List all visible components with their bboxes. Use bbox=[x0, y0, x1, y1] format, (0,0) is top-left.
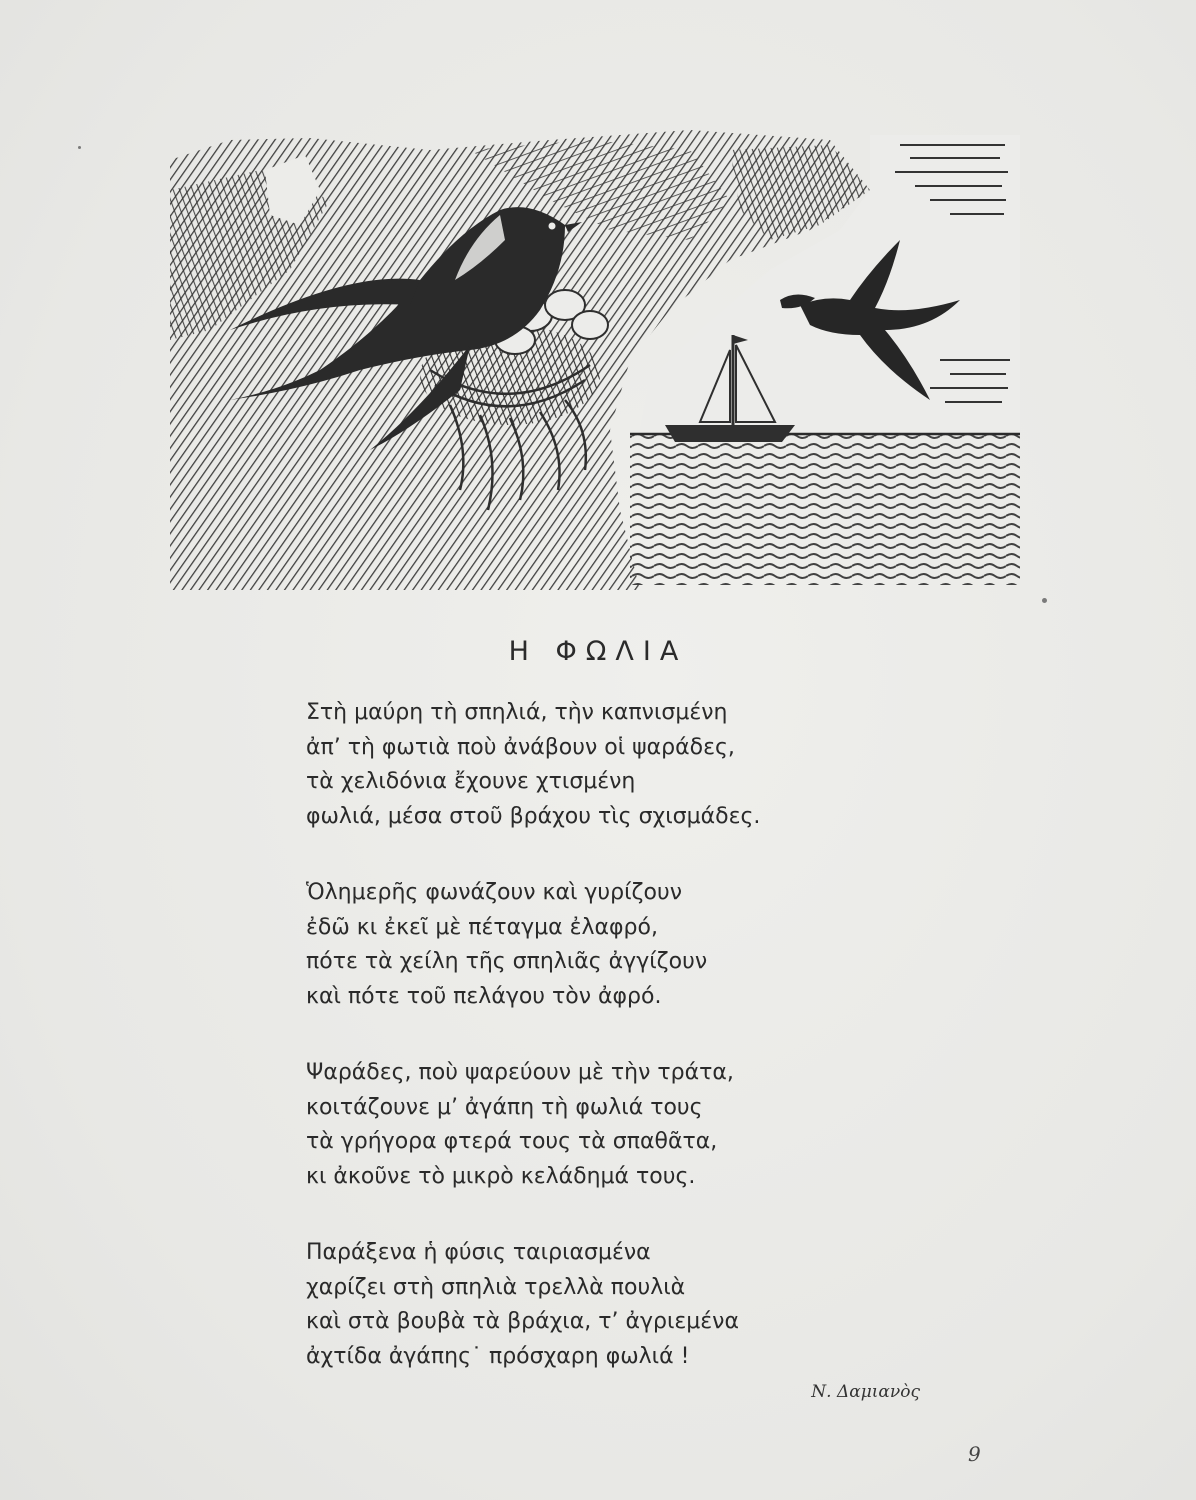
poem-line: τὰ χελιδόνια ἔχουνε χτισμένη bbox=[306, 769, 636, 794]
poem-line: Στὴ μαύρη τὴ σπηλιά, τὴν καπνισμένη bbox=[306, 700, 728, 725]
poem-line: κοιτάζουνε μ’ ἀγάπη τὴ φωλιά τους bbox=[306, 1094, 703, 1120]
poem-line: ἀπ’ τὴ φωτιὰ ποὺ ἀνάβουν οἱ ψαράδες, bbox=[306, 734, 735, 760]
poem-line: Ὁλημερῆς φωνάζουν καὶ γυρίζουν bbox=[306, 880, 682, 905]
poem-line: πότε τὰ χείλη τῆς σπηλιᾶς ἀγγίζουν bbox=[306, 949, 708, 974]
page-number: 9 bbox=[968, 1442, 981, 1466]
poem-title: Η ΦΩΛΙΑ bbox=[508, 636, 688, 667]
poem-line: Ψαράδες, ποὺ ψαρεύουν μὲ τὴν τράτα, bbox=[306, 1060, 734, 1085]
poem-line: φωλιά, μέσα στοῦ βράχου τὶς σχισμάδες. bbox=[306, 803, 761, 829]
poem-line: ἐδῶ κι ἐκεῖ μὲ πέταγμα ἐλαφρό, bbox=[306, 914, 658, 940]
poem-line: κι ἀκοῦνε τὸ μικρὸ κελάδημά τους. bbox=[306, 1163, 696, 1189]
stanza bbox=[306, 876, 946, 1014]
paper-speck bbox=[78, 146, 81, 149]
poem-line: τὰ γρήγορα φτερά τους τὰ σπαθᾶτα, bbox=[306, 1129, 718, 1154]
paper-speck bbox=[1042, 598, 1047, 603]
poem-line: χαρίζει στὴ σπηλιὰ τρελλὰ πουλιὰ bbox=[306, 1274, 686, 1300]
poem-line: ἀχτίδα ἀγάπης˙ πρόσχαρη φωλιά ! bbox=[306, 1343, 690, 1369]
author-signature: Ν. Δαμιανὸς bbox=[811, 1382, 920, 1402]
stanza bbox=[306, 1056, 946, 1194]
poem-line: καὶ στὰ βουβὰ τὰ βράχια, τ’ ἀγριεμένα bbox=[306, 1309, 739, 1334]
poem-body bbox=[306, 696, 946, 1416]
swallows-nest-woodcut-illustration bbox=[170, 130, 1020, 590]
poem-line: Παράξενα ἡ φύσις ταιριασμένα bbox=[306, 1240, 651, 1265]
stanza bbox=[306, 1236, 946, 1374]
poem-line: καὶ πότε τοῦ πελάγου τὸν ἀφρό. bbox=[306, 983, 662, 1009]
stanza bbox=[306, 696, 946, 834]
